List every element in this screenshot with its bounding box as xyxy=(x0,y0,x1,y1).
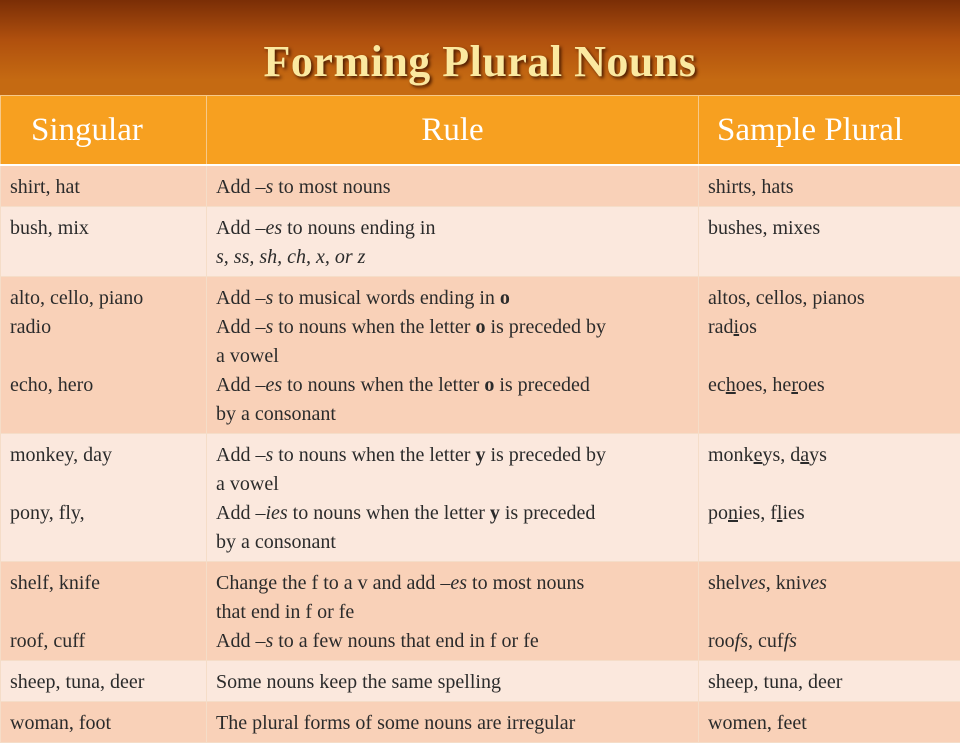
header-rule: Rule xyxy=(207,96,699,166)
table-row xyxy=(1,562,960,661)
cell-rule xyxy=(207,165,699,207)
cell-text: alto, cello, piano xyxy=(10,284,198,313)
header-singular: Singular xyxy=(1,96,207,166)
cell-plural xyxy=(699,277,960,434)
cell-text: women, feet xyxy=(708,709,952,738)
cell-plural xyxy=(699,661,960,702)
cell-text: Change the f to a v and add –es to most nouns xyxy=(216,569,690,598)
cell-text: woman, foot xyxy=(10,709,198,738)
cell-text: Add –s to a few nouns that end in f or fe xyxy=(216,627,690,656)
cell-text: bushes, mixes xyxy=(708,214,952,243)
cell-text: echo, hero xyxy=(10,371,198,400)
cell-text: shirts, hats xyxy=(708,173,952,202)
cell-plural xyxy=(699,562,960,661)
cell-text: Some nouns keep the same spelling xyxy=(216,668,690,697)
cell-text: shelf, knife xyxy=(10,569,198,598)
cell-singular xyxy=(1,661,207,702)
table-header-row xyxy=(1,96,960,166)
cell-text: shirt, hat xyxy=(10,173,198,202)
cell-text: ponies, flies xyxy=(708,499,952,528)
cell-singular xyxy=(1,702,207,743)
cell-text: radios xyxy=(708,313,952,342)
cell-singular xyxy=(1,207,207,277)
cell-text: monkeys, days xyxy=(708,441,952,470)
cell-singular xyxy=(1,165,207,207)
table-row xyxy=(1,165,960,207)
cell-text: The plural forms of some nouns are irregular xyxy=(216,709,690,738)
cell-text: Add –s to most nouns xyxy=(216,173,690,202)
cell-text: bush, mix xyxy=(10,214,198,243)
cell-rule xyxy=(207,207,699,277)
cell-text: by a consonant xyxy=(216,400,690,429)
cell-text: pony, fly, xyxy=(10,499,198,528)
cell-text: a vowel xyxy=(216,470,690,499)
cell-text: sheep, tuna, deer xyxy=(708,668,952,697)
cell-singular xyxy=(1,277,207,434)
cell-rule xyxy=(207,702,699,743)
cell-text: Add –ies to nouns when the letter y is preceded xyxy=(216,499,690,528)
cell-text: s, ss, sh, ch, x, or z xyxy=(216,243,690,272)
cell-plural xyxy=(699,165,960,207)
cell-plural xyxy=(699,207,960,277)
cell-text: roof, cuff xyxy=(10,627,198,656)
cell-text: a vowel xyxy=(216,342,690,371)
cell-text: sheep, tuna, deer xyxy=(10,668,198,697)
plural-rules-table xyxy=(0,95,960,743)
cell-text: radio xyxy=(10,313,198,342)
cell-text: Add –s to musical words ending in o xyxy=(216,284,690,313)
cell-text: by a consonant xyxy=(216,528,690,557)
cell-plural xyxy=(699,702,960,743)
cell-text: that end in f or fe xyxy=(216,598,690,627)
cell-rule xyxy=(207,277,699,434)
table-row xyxy=(1,702,960,743)
cell-text: monkey, day xyxy=(10,441,198,470)
page-title: Forming Plural Nouns xyxy=(0,36,960,87)
cell-singular xyxy=(1,562,207,661)
table-row xyxy=(1,207,960,277)
cell-text: altos, cellos, pianos xyxy=(708,284,952,313)
table-row xyxy=(1,661,960,702)
cell-singular xyxy=(1,434,207,562)
table-row xyxy=(1,277,960,434)
cell-rule xyxy=(207,562,699,661)
header-sample-plural: Sample Plural xyxy=(699,96,960,166)
cell-text: echoes, heroes xyxy=(708,371,952,400)
table-row xyxy=(1,434,960,562)
cell-text: roofs, cuffs xyxy=(708,627,952,656)
cell-text: Add –s to nouns when the letter y is preceded by xyxy=(216,441,690,470)
cell-rule xyxy=(207,434,699,562)
cell-text: Add –s to nouns when the letter o is preceded by xyxy=(216,313,690,342)
cell-text: Add –es to nouns when the letter o is preceded xyxy=(216,371,690,400)
cell-rule xyxy=(207,661,699,702)
cell-text: shelves, knives xyxy=(708,569,952,598)
cell-plural xyxy=(699,434,960,562)
cell-text: Add –es to nouns ending in xyxy=(216,214,690,243)
